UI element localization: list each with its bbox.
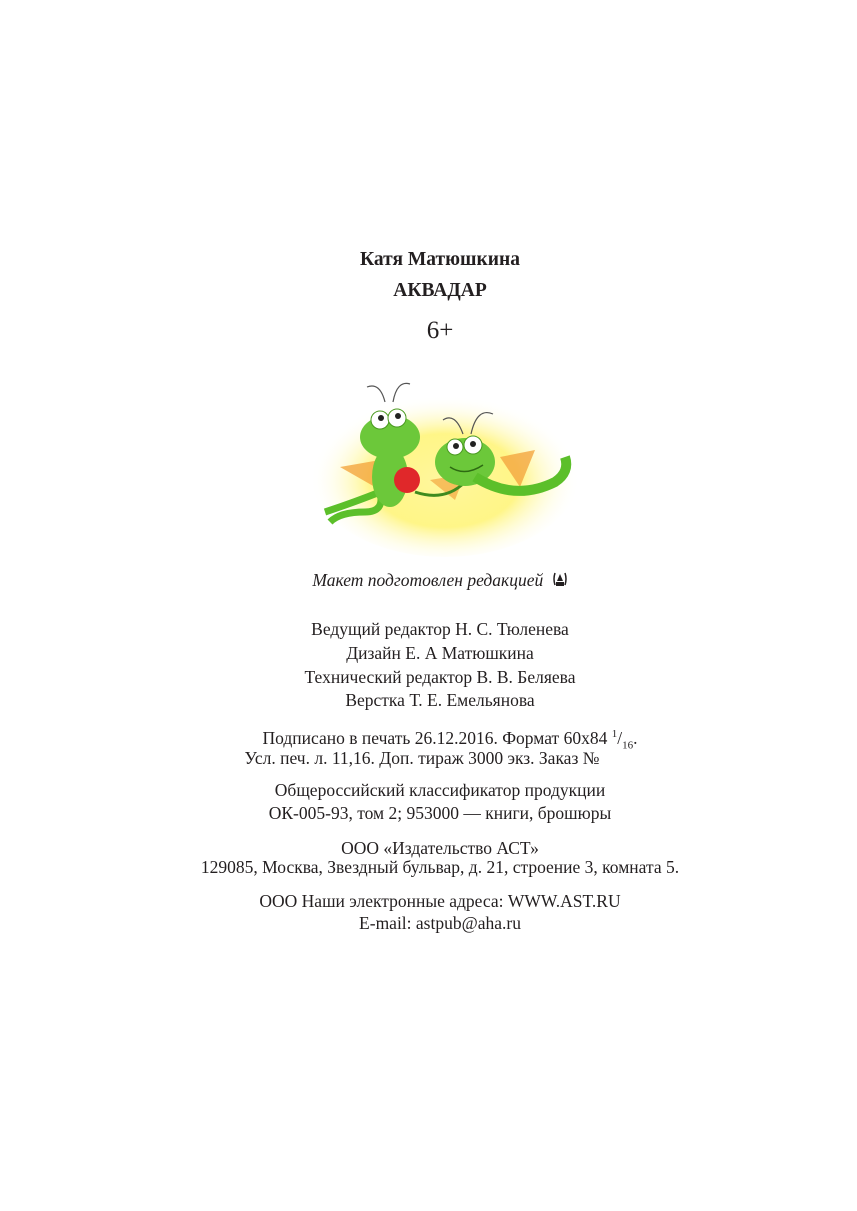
prepared-by-line [0, 569, 857, 591]
age-rating: 6+ [426, 317, 454, 344]
print-details-line: Усл. печ. л. 11,16. Доп. тираж 3000 экз. Заказ № [244, 748, 600, 768]
lizards-illustration [305, 362, 585, 557]
publisher-name: ООО «Издательство АСТ» [341, 838, 539, 858]
classifier-line: Общероссийский классификатор продукции [274, 780, 606, 800]
author-name: Катя Матюшкина [360, 249, 520, 270]
print-signed-text: Подписано в печать 26.12.2016. Формат 60x84 [262, 727, 608, 748]
credit-line: Ведущий редактор Н. С. Тюленева [311, 619, 569, 639]
publisher-address: 129085, Москва, Звездный бульвар, д. 21, строение 3, комната 5. [200, 857, 680, 877]
print-signed-line: Подписано в печать 26.12.2016. Формат 60x84 $^1/_{16}$. [262, 727, 638, 752]
credit-line: Верстка Т. Е. Емельянова [345, 690, 535, 710]
publisher-logo-icon [552, 571, 568, 588]
credit-line: Дизайн Е. А Матюшкина [346, 643, 534, 663]
fraction-end: . [633, 727, 638, 748]
book-title: АКВАДАР [393, 280, 487, 301]
website-line: ООО Наши электронные адреса: WWW.AST.RU [259, 891, 621, 911]
fraction-denominator: 16 [622, 739, 634, 752]
email-line: E-mail: astpub@aha.ru [359, 913, 521, 933]
fraction-numerator: 1 [611, 728, 618, 740]
prepared-by-text: Макет подготовлен редакцией [312, 570, 544, 590]
credit-line: Технический редактор В. В. Беляева [304, 667, 576, 687]
classifier-line: ОК-005-93, том 2; 953000 — книги, брошюры [268, 803, 612, 823]
